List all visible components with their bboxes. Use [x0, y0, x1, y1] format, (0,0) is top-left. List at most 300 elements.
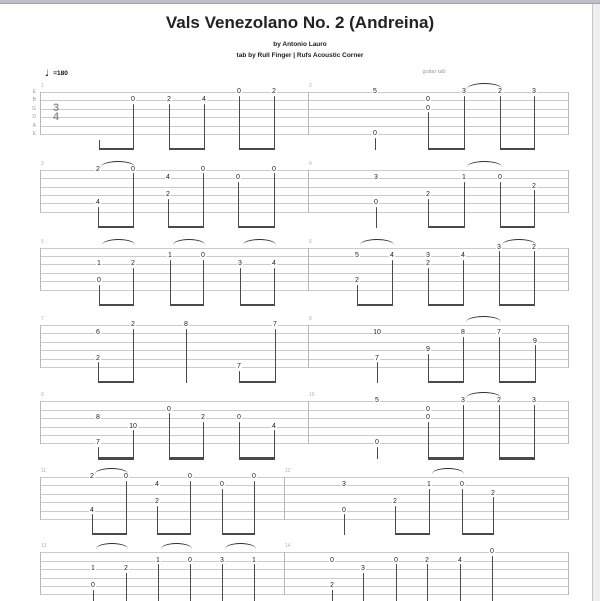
fret-number: 5 [375, 397, 379, 405]
fret-number: 4 [166, 174, 170, 182]
fret-number: 2 [155, 498, 159, 506]
barline [284, 552, 285, 595]
staff-line [40, 109, 568, 110]
fret-number: 1 [427, 481, 431, 489]
staff-line [40, 367, 568, 368]
window-top-edge [0, 0, 600, 4]
note-stem [357, 285, 358, 306]
note-stem [395, 506, 396, 535]
page-title: Vals Venezolano No. 2 (Andreina) [165, 13, 435, 32]
string-label: E [32, 89, 36, 95]
note-stem [428, 112, 429, 150]
fret-number: 1 [462, 174, 466, 182]
note-stem [133, 430, 134, 459]
note-stem [377, 447, 378, 460]
measure-number: 7 [41, 316, 44, 322]
staff-line [40, 126, 568, 127]
fret-number: 8 [96, 414, 100, 422]
note-stem [239, 422, 240, 460]
staff-line [40, 248, 568, 249]
note-stem [428, 354, 429, 383]
fret-number: 5 [355, 252, 359, 260]
tempo-marking [45, 69, 68, 79]
note-stem [429, 489, 430, 535]
note-stem [126, 481, 127, 536]
fret-number: 0 [272, 165, 276, 173]
slur [432, 468, 464, 474]
beam [239, 148, 276, 150]
slur [161, 543, 192, 549]
beam [240, 304, 276, 306]
staff-line [40, 485, 568, 486]
note-stem [392, 259, 393, 305]
measure-number: 12 [285, 468, 291, 474]
note-stem [99, 140, 100, 150]
measure-number: 6 [309, 238, 312, 245]
fret-number: 2 [166, 191, 170, 199]
fret-number: 8 [461, 329, 465, 337]
fret-number: 4 [155, 481, 159, 489]
note-stem [169, 413, 170, 459]
note-stem [98, 447, 99, 460]
beam [98, 226, 135, 228]
fret-number: 1 [91, 565, 95, 573]
fret-number: 2 [532, 243, 536, 251]
fret-number: 0 [131, 96, 135, 104]
fret-number: 4 [202, 96, 206, 104]
staff-line [40, 350, 568, 351]
barline [308, 170, 309, 213]
note-stem [98, 362, 99, 383]
tab-credit-line: tab by Rull Finger | Rufs Acoustic Corner [236, 52, 364, 59]
note-stem [158, 564, 159, 601]
fret-number: 1 [168, 252, 172, 260]
beam [169, 148, 206, 150]
staff-line [40, 117, 568, 118]
note-stem [204, 104, 205, 150]
beam [499, 304, 536, 306]
staff-line [40, 359, 568, 360]
beam [395, 533, 431, 535]
fret-number: 2 [131, 321, 135, 329]
staff-line [40, 342, 568, 343]
slur [243, 239, 276, 245]
note-stem [254, 564, 255, 601]
staff-line [40, 494, 568, 495]
fret-number: 0 [167, 405, 171, 413]
measure-number: 3 [41, 160, 44, 167]
beam [428, 226, 466, 228]
note-stem [126, 573, 127, 601]
measure-number: 4 [309, 160, 312, 167]
note-stem [274, 96, 275, 151]
beam [239, 381, 277, 383]
note-stem [99, 285, 100, 306]
string-label: D [32, 114, 36, 121]
note-stem [186, 329, 187, 384]
staff-line [40, 212, 568, 213]
measure-number: 8 [309, 316, 312, 322]
fret-number: 3 [426, 252, 430, 260]
fret-number: 0 [201, 252, 205, 260]
fret-number: 0 [188, 473, 192, 481]
staff-line [40, 511, 568, 512]
fret-number: 1 [97, 260, 101, 268]
note-stem [492, 556, 493, 601]
beam [157, 533, 192, 535]
fret-number: 0 [426, 104, 430, 112]
composer-byline: by Antonio Lauro [273, 41, 327, 48]
fret-number: 10 [373, 329, 381, 337]
note-stem [274, 173, 275, 228]
staff-line [40, 134, 568, 135]
fret-number: 0 [460, 481, 464, 489]
slur [173, 239, 205, 245]
fret-number: 2 [90, 473, 94, 481]
fret-number: 2 [532, 182, 536, 190]
note-stem [133, 173, 134, 228]
barline [40, 552, 41, 595]
fret-number: 0 [124, 473, 128, 481]
note-stem [500, 182, 501, 228]
fret-number: 2 [498, 88, 502, 96]
note-stem [254, 481, 255, 536]
beam [169, 457, 205, 459]
beam [428, 457, 465, 459]
note-stem [344, 514, 345, 535]
note-stem [377, 362, 378, 383]
fret-number: 2 [491, 489, 495, 497]
note-stem [534, 405, 535, 460]
barline [40, 401, 41, 444]
staff-line [40, 569, 568, 570]
fret-number: 2 [131, 260, 135, 268]
fret-number: 2 [272, 88, 276, 96]
string-label: B [32, 97, 36, 104]
barline [308, 325, 309, 368]
staff-line [40, 203, 568, 204]
staff-line [40, 427, 568, 428]
fret-number: 0 [330, 556, 334, 564]
fret-number: 0 [252, 473, 256, 481]
note-stem [169, 104, 170, 150]
fret-number: 2 [426, 260, 430, 268]
staff-line [40, 333, 568, 334]
beam [222, 533, 256, 535]
fret-number: 9 [533, 337, 537, 345]
slur [225, 543, 256, 549]
note-stem [190, 564, 191, 601]
beam [99, 148, 135, 150]
fret-number: 2 [426, 191, 430, 199]
measure-number: 11 [41, 468, 47, 474]
note-stem [170, 259, 171, 305]
slur [102, 239, 135, 245]
barline [308, 248, 309, 291]
string-label: G [32, 105, 36, 112]
beam [499, 381, 537, 383]
measure-number: 2 [309, 83, 312, 89]
fret-number: 3 [238, 260, 242, 268]
note-stem [534, 96, 535, 151]
fret-number: 1 [156, 556, 160, 564]
fret-number: 0 [426, 405, 430, 413]
note-stem [238, 182, 239, 228]
beam [98, 381, 135, 383]
barline [40, 92, 41, 135]
fret-number: 7 [497, 329, 501, 337]
note-stem [93, 589, 94, 601]
fret-number: 0 [201, 165, 205, 173]
beam [428, 148, 466, 150]
note-stem [534, 190, 535, 228]
barline [568, 170, 569, 213]
slur [466, 316, 501, 322]
note-stem [239, 96, 240, 151]
fret-number: 3 [497, 243, 501, 251]
beam [428, 304, 465, 306]
beam [239, 457, 276, 459]
note-stem [462, 489, 463, 535]
note-stem [274, 268, 275, 306]
note-stem [396, 564, 397, 601]
fret-number: 2 [330, 582, 334, 590]
staff-line [40, 100, 568, 101]
staff-line [40, 290, 568, 291]
fret-number: 0 [490, 548, 494, 556]
fret-number: 3 [462, 88, 466, 96]
fret-number: 10 [129, 422, 137, 430]
note-stem [98, 207, 99, 228]
staff-line [40, 578, 568, 579]
beam [99, 304, 135, 306]
staff-line [40, 435, 568, 436]
beam [462, 533, 495, 535]
fret-number: 0 [237, 414, 241, 422]
quarter-note-icon: ♩ [45, 69, 50, 79]
fret-number: 7 [237, 363, 241, 371]
note-stem [375, 138, 376, 151]
note-stem [463, 337, 464, 383]
barline [568, 401, 569, 444]
fret-number: 2 [96, 354, 100, 362]
measure-number: 9 [41, 392, 44, 399]
fret-number: 0 [131, 165, 135, 173]
note-stem [363, 573, 364, 601]
fret-number: 0 [373, 130, 377, 138]
beam [92, 533, 128, 535]
barline [568, 477, 569, 520]
note-stem [203, 173, 204, 228]
fret-number: 0 [394, 556, 398, 564]
beam [170, 304, 205, 306]
staff-line [40, 187, 568, 188]
barline [568, 552, 569, 595]
fret-number: 8 [184, 321, 188, 329]
fret-number: 4 [272, 260, 276, 268]
fret-number: 4 [90, 506, 94, 514]
fret-number: 0 [91, 582, 95, 590]
fret-number: 4 [390, 252, 394, 260]
guitar-tab-label: guitar tab [422, 69, 446, 75]
note-stem [464, 96, 465, 151]
note-stem [222, 489, 223, 535]
note-stem [463, 259, 464, 305]
fret-number: 0 [426, 414, 430, 422]
fret-number: 9 [426, 346, 430, 354]
note-stem [168, 198, 169, 227]
note-stem [500, 96, 501, 151]
staff-line [40, 502, 568, 503]
fret-number: 7 [96, 439, 100, 447]
measure-number: 1 [41, 83, 44, 89]
fret-number: 2 [497, 397, 501, 405]
fret-number: 0 [498, 174, 502, 182]
fret-number: 2 [167, 96, 171, 104]
fret-number: 3 [532, 88, 536, 96]
fret-number: 3 [220, 556, 224, 564]
note-stem [133, 329, 134, 384]
fret-number: 7 [375, 354, 379, 362]
barline [284, 477, 285, 520]
staff-line [40, 281, 568, 282]
fret-number: 3 [461, 397, 465, 405]
staff-line [40, 586, 568, 587]
fret-number: 4 [96, 199, 100, 207]
staff-line [40, 92, 568, 93]
staff-line [40, 401, 568, 402]
measure-number: 13 [41, 543, 47, 550]
note-stem [332, 589, 333, 601]
fret-number: 0 [236, 174, 240, 182]
staff-line [40, 195, 568, 196]
note-stem [499, 337, 500, 383]
slur [96, 543, 128, 549]
beam [500, 226, 536, 228]
note-stem [157, 506, 158, 535]
time-signature-numerator: 3 [52, 101, 60, 114]
barline [568, 248, 569, 291]
fret-number: 0 [426, 96, 430, 104]
note-stem [190, 481, 191, 536]
fret-number: 0 [220, 481, 224, 489]
string-label: A [32, 122, 36, 129]
staff-line [40, 418, 568, 419]
staff-line [40, 325, 568, 326]
measure-number: 5 [41, 238, 44, 245]
fret-number: 0 [97, 277, 101, 285]
beam [98, 457, 135, 459]
staff-line [40, 273, 568, 274]
fret-number: 3 [374, 174, 378, 182]
note-stem [203, 259, 204, 305]
scrollbar-track[interactable] [592, 4, 600, 601]
barline [308, 92, 309, 135]
staff-line [40, 170, 568, 171]
note-stem [428, 268, 429, 306]
note-stem [499, 251, 500, 306]
fret-number: 3 [361, 565, 365, 573]
note-stem [427, 564, 428, 601]
note-stem [464, 182, 465, 228]
barline [40, 477, 41, 520]
staff-line [40, 443, 568, 444]
note-stem [239, 371, 240, 384]
note-stem [499, 405, 500, 460]
staff-line [40, 594, 568, 595]
note-stem [275, 329, 276, 384]
staff-line [40, 477, 568, 478]
beam [238, 226, 276, 228]
fret-number: 6 [96, 329, 100, 337]
fret-number: 3 [532, 397, 536, 405]
measure-number: 10 [309, 392, 315, 399]
fret-number: 4 [461, 252, 465, 260]
barline [568, 325, 569, 368]
note-stem [203, 422, 204, 460]
note-stem [428, 198, 429, 227]
barline [40, 325, 41, 368]
slur [467, 161, 502, 167]
staff-line [40, 264, 568, 265]
fret-number: 4 [272, 422, 276, 430]
fret-number: 2 [393, 498, 397, 506]
note-stem [463, 405, 464, 460]
measure-number: 14 [285, 543, 291, 550]
note-stem [240, 268, 241, 306]
note-stem [274, 430, 275, 459]
note-stem [376, 207, 377, 228]
fret-number: 4 [458, 556, 462, 564]
note-stem [92, 514, 93, 535]
staff-line [40, 519, 568, 520]
note-stem [534, 251, 535, 306]
beam [357, 304, 394, 306]
fret-number: 0 [188, 556, 192, 564]
staff-line [40, 410, 568, 411]
fret-number: 0 [342, 506, 346, 514]
slur [360, 239, 394, 245]
fret-number: 2 [124, 565, 128, 573]
note-stem [428, 422, 429, 460]
note-stem [535, 345, 536, 383]
barline [308, 401, 309, 444]
fret-number: 2 [425, 556, 429, 564]
note-stem [133, 104, 134, 150]
fret-number: 3 [342, 481, 346, 489]
staff-line [40, 256, 568, 257]
staff-line [40, 178, 568, 179]
beam [428, 381, 465, 383]
tempo-value: =180 [53, 70, 68, 77]
note-stem [133, 268, 134, 306]
time-signature-denominator: 4 [52, 111, 60, 124]
fret-number: 0 [375, 439, 379, 447]
fret-number: 2 [96, 165, 100, 173]
string-label: E [32, 131, 36, 137]
fret-number: 0 [374, 199, 378, 207]
barline [40, 170, 41, 213]
fret-number: 5 [373, 88, 377, 96]
staff-line [40, 561, 568, 562]
note-stem [493, 497, 494, 535]
fret-number: 7 [273, 321, 277, 329]
beam [500, 148, 536, 150]
beam [499, 457, 536, 459]
note-stem [460, 564, 461, 601]
note-stem [222, 564, 223, 601]
barline [568, 92, 569, 135]
